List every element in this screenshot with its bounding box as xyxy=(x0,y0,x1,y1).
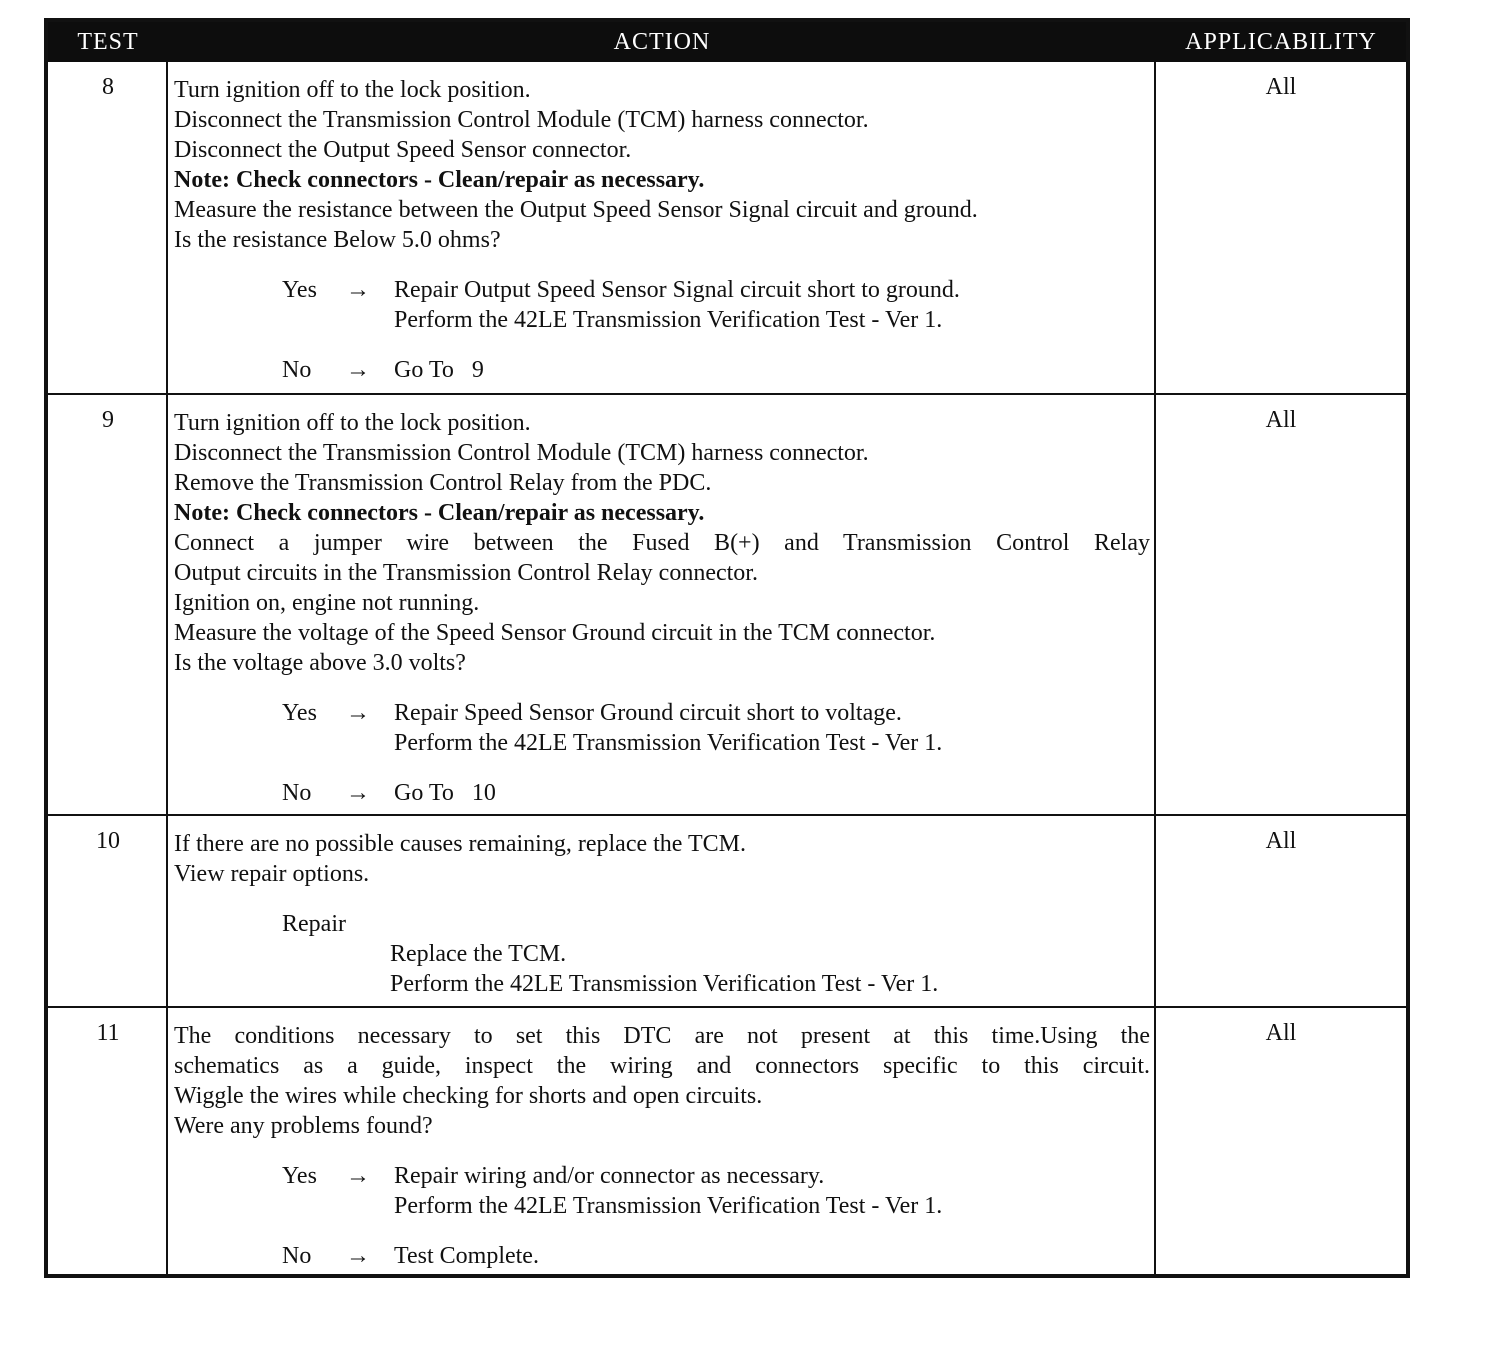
action-line: Measure the voltage of the Speed Sensor Ground circuit in the TCM connector. xyxy=(174,620,936,646)
arrow-icon: → xyxy=(346,1243,370,1269)
test-number: 9 xyxy=(102,407,114,433)
yes-answer xyxy=(174,698,1150,728)
action-line: Wiggle the wires while checking for shorts and open circuits. xyxy=(174,1083,763,1109)
applicability-value: All xyxy=(1265,828,1297,854)
yes-result: Repair Output Speed Sensor Signal circuit short to ground. xyxy=(394,277,960,303)
action-line: Disconnect the Output Speed Sensor connector. xyxy=(174,137,632,163)
yes-result: Repair Speed Sensor Ground circuit short to voltage. xyxy=(394,700,902,726)
applicability-value: All xyxy=(1265,407,1297,433)
question-line: Were any problems found? xyxy=(174,1113,433,1139)
yes-answer xyxy=(174,1161,1150,1191)
yes-result: Repair wiring and/or connector as necessary. xyxy=(394,1163,825,1189)
applicability-value: All xyxy=(1265,1020,1297,1046)
test-number: 11 xyxy=(96,1020,120,1046)
action-line: The conditions necessary to set this DTC are not present at this time.Using the xyxy=(174,1023,1150,1049)
header-applicability: APPLICABILITY xyxy=(1185,29,1377,55)
no-label: No xyxy=(282,357,312,383)
applicability-value: All xyxy=(1265,74,1297,100)
action-line: Ignition on, engine not running. xyxy=(174,590,480,616)
no-answer xyxy=(174,778,1150,808)
no-label: No xyxy=(282,780,312,806)
question-line: Is the resistance Below 5.0 ohms? xyxy=(174,227,501,253)
no-result: Test Complete. xyxy=(394,1243,539,1269)
no-label: No xyxy=(282,1243,312,1269)
action-line: Remove the Transmission Control Relay from the PDC. xyxy=(174,470,712,496)
no-answer xyxy=(174,355,1150,385)
action-line: Turn ignition off to the lock position. xyxy=(174,77,531,103)
arrow-icon: → xyxy=(346,700,370,726)
action-line: If there are no possible causes remaining, replace the TCM. xyxy=(174,831,747,857)
action-cell xyxy=(174,829,1150,999)
header-action: ACTION xyxy=(613,29,711,55)
header-test: TEST xyxy=(77,29,139,55)
note-line: Note: Check connectors - Clean/repair as necessary. xyxy=(174,500,705,526)
table-row-test-9 xyxy=(48,393,1406,814)
action-line: Measure the resistance between the Output Speed Sensor Signal circuit and ground. xyxy=(174,197,978,223)
no-result: Go To 10 xyxy=(394,780,496,806)
action-line: Disconnect the Transmission Control Module (TCM) harness connector. xyxy=(174,107,869,133)
action-cell xyxy=(174,75,1150,385)
no-answer xyxy=(174,1241,1150,1271)
test-number: 10 xyxy=(96,828,120,854)
yes-result-line2: Perform the 42LE Transmission Verification Test - Ver 1. xyxy=(394,1193,943,1219)
arrow-icon: → xyxy=(346,357,370,383)
question-line: Is the voltage above 3.0 volts? xyxy=(174,650,466,676)
arrow-icon: → xyxy=(346,277,370,303)
yes-result-line2: Perform the 42LE Transmission Verification Test - Ver 1. xyxy=(394,307,943,333)
action-line: Disconnect the Transmission Control Module (TCM) harness connector. xyxy=(174,440,869,466)
yes-label: Yes xyxy=(282,277,317,303)
test-number: 8 xyxy=(102,74,114,100)
yes-result-line2: Perform the 42LE Transmission Verification Test - Ver 1. xyxy=(394,730,943,756)
action-cell xyxy=(174,408,1150,808)
table-row-test-11 xyxy=(48,1006,1406,1274)
arrow-icon: → xyxy=(346,1163,370,1189)
diagnostic-test-table xyxy=(44,18,1410,1278)
yes-label: Yes xyxy=(282,700,317,726)
repair-step: Perform the 42LE Transmission Verification Test - Ver 1. xyxy=(390,971,939,997)
table-header xyxy=(48,22,1406,62)
action-line: schematics as a guide, inspect the wiring and connectors specific to this circuit. xyxy=(174,1053,1150,1079)
no-result: Go To 9 xyxy=(394,357,484,383)
repair-step: Replace the TCM. xyxy=(390,941,567,967)
yes-answer xyxy=(174,275,1150,305)
repair-label: Repair xyxy=(282,911,346,937)
action-line: Output circuits in the Transmission Control Relay connector. xyxy=(174,560,758,586)
action-cell xyxy=(174,1021,1150,1271)
action-line: Connect a jumper wire between the Fused B(+) and Transmission Control Relay xyxy=(174,530,1150,556)
arrow-icon: → xyxy=(346,780,370,806)
table-row-test-8 xyxy=(48,62,1406,393)
table-row-test-10 xyxy=(48,814,1406,1006)
action-line: Turn ignition off to the lock position. xyxy=(174,410,531,436)
note-line: Note: Check connectors - Clean/repair as necessary. xyxy=(174,167,705,193)
yes-label: Yes xyxy=(282,1163,317,1189)
action-line: View repair options. xyxy=(174,861,370,887)
